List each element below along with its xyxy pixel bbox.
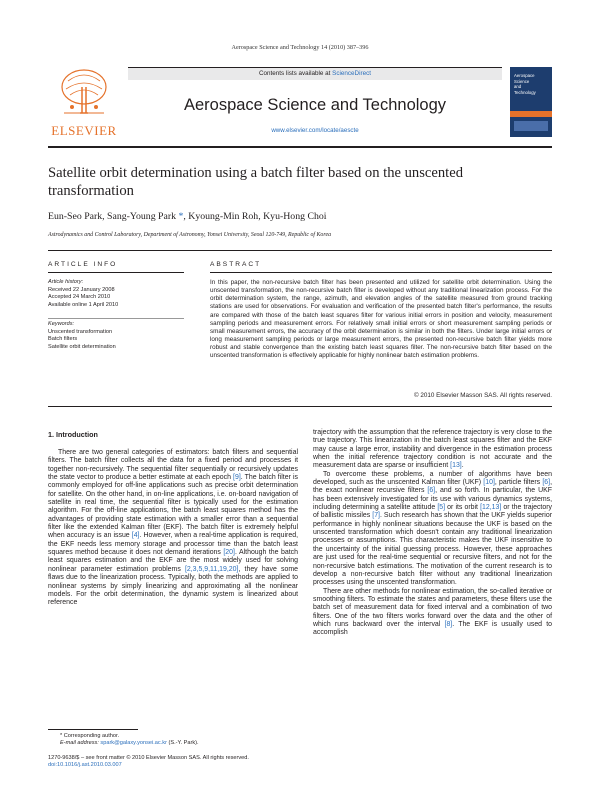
text-run: There are other methods for nonlinear estimation, the so-called iterative or smoothing filters. To estimate the states and parameters, these filters use the batch set of measurement data for fixed interval and a combination of two filters. One of the two filters works forward over the data and the other of which runs backward over the interval (313, 587, 552, 628)
corresponding-author-note: * Corresponding author. (60, 733, 120, 739)
footnote-rule (48, 729, 138, 730)
issn-line: 1270-9638/$ – see front matter © 2010 Elsevier Masson SAS. All rights reserved. (48, 755, 249, 761)
section-heading-introduction: 1. Introduction (48, 430, 98, 439)
text-run: or the trajectory of ballistic missiles (313, 504, 552, 520)
footnote (48, 733, 298, 748)
cover-title: Aerospace Science and Technology (514, 73, 536, 95)
email-note (48, 740, 298, 747)
authors-part-b: , Kyoung-Min Roh, Kyu-Hong Choi (183, 211, 327, 222)
text-run: . Such research has shown that the UKF yields superior performance in highly nonlinear situations because the UKF is based on the unscented transformation which doesn't contain any traditional linearization processes or assumptions. This characteristic makes the UKF insensitive to the uncertainty of the initial guessing process. However, these approaches are just used for the real-time sequential or recursive filters, and not for the non-recursive batch estimations. The motivation of the current research is to develop a non-recursive batch filter without any traditional linearization processes using the unscented transformation. (313, 512, 553, 587)
keyword-item: Unscented transformation (48, 328, 113, 335)
abstract-bottom-rule (48, 406, 552, 407)
journal-homepage (128, 127, 502, 134)
paragraph (313, 471, 552, 588)
text-run: trajectory with the assumption that the reference trajectory is very close to the true trajectory. This linearization in the batch least squares filter and the EKF may cause a large error, instability and divergence in the estimation process when the initial reference trajectory condition is not accurate and the measurement data are sparse or insufficient (313, 429, 552, 470)
text-run: or its orbit (445, 504, 481, 512)
text-run: . The EKF is usually used to accomplish (313, 620, 552, 637)
keywords (48, 321, 178, 351)
keywords-rule (48, 318, 184, 319)
keyword-item: Batch filters (48, 336, 78, 343)
history-accepted: Accepted 24 March 2010 (48, 294, 111, 301)
history-received: Received 22 January 2008 (48, 286, 115, 293)
text-run: , particle filters (494, 479, 543, 487)
email-label: E-mail address: (60, 740, 101, 747)
text-run: , and so forth. In particular, the UKF has been extensively investigated for its use with various dynamics systems, including determining a satellite attitude (313, 487, 552, 512)
cover-block (514, 121, 548, 131)
elsevier-logo (48, 67, 120, 141)
issn-block (48, 755, 348, 770)
text-run: To overcome these problems, a number of algorithms have been developed, such as the unscented Kalman filter (UKF) (313, 470, 552, 487)
citation-link[interactable]: [2,3,5,9,11,19,20] (184, 565, 239, 573)
paragraph (313, 429, 552, 471)
citation-link[interactable]: [6] (427, 487, 436, 495)
body-column-right (313, 429, 552, 638)
journal-header (128, 67, 502, 140)
header-rule (48, 146, 552, 148)
citation-link[interactable]: [9] (233, 474, 241, 482)
contents-banner (128, 68, 502, 80)
keyword-item: Satellite orbit determination (48, 343, 116, 350)
citation-link[interactable]: [4] (131, 532, 140, 540)
affiliation: Astrodynamics and Control Laboratory, Department of Astronomy, Yonsei University, Seoul 120-749, Republic of Korea (48, 232, 332, 238)
citation-link[interactable]: [12,13] (480, 504, 502, 512)
text-run: . However, when a real-time application is required, the EKF needs less memory storage and processor time than the batch least squares method because it does not demand iterations (48, 532, 299, 557)
abstract-rule (210, 272, 552, 273)
citation-link[interactable]: [6] (542, 479, 551, 487)
publisher-wordmark: ELSEVIER (51, 123, 117, 138)
doi-link[interactable]: doi:10.1016/j.ast.2010.03.007 (48, 762, 122, 769)
copyright-line: © 2010 Elsevier Masson SAS. All rights reserved. (414, 392, 552, 399)
article-title: Satellite orbit determination using a batch filter based on the unscented transformation (48, 165, 463, 199)
journal-cover-thumbnail (510, 67, 552, 137)
text-run: , the exact nonlinear recursive filters (313, 479, 552, 495)
text-run: . (461, 462, 464, 470)
paragraph (48, 449, 298, 608)
text-run: There are two general categories of estimators: batch filters and sequential filters. The batch filter collects all the data for a fixed period and processes it together non-recursively. The sequential filter sequentially or recursively updates the state vector to produce a better estimate at each epoch (48, 449, 298, 482)
article-info-rule (48, 272, 184, 273)
authors-part-a: Eun-Seo Park, Sang-Young Park (48, 211, 179, 222)
author-list (48, 211, 552, 222)
corresponding-author-mark[interactable]: * (178, 211, 184, 222)
paragraph (313, 588, 552, 638)
citation-link[interactable]: [10] (483, 479, 495, 487)
citation-link[interactable]: [8] (444, 620, 453, 628)
history-label: Article history: (48, 279, 84, 285)
keywords-label: Keywords: (48, 321, 75, 327)
email-link[interactable]: spark@galaxy.yonsei.ac.kr (100, 740, 167, 747)
abstract-text: In this paper, the non-recursive batch filter has been presented and utilized for satellite orbit determination. Using the unscented transformation, the non-recursive batch filter is developed without any traditional linearization process. For the orbit determination system, the range, azimuth, and elevation angles of the satellite measured from ground tracking stations are used for observations. For evaluation and verification of the presented batch filter's performance, the results are compared with those of the batch least squares filter for various initial errors in position and velocity, measurement sampling periods and measurement errors. For relatively small initial errors or short measurement sampling periods or small measurement errors, the accuracy of the orbit determination is similar in both the filters. Under large initial errors or long measurement sampling periods or large measurement errors, the presented non-recursive batch filter yields more robust and stable convergence than the existing batch least squares filter. The non-recursive batch filter based on the unscented transformation is effectively applicable for highly nonlinear batch estimation problems. (210, 279, 552, 360)
journal-homepage-link[interactable]: www.elsevier.com/locate/aescte (271, 127, 359, 134)
contents-prefix: Contents lists available at (258, 70, 333, 77)
sciencedirect-link[interactable]: ScienceDirect (332, 70, 371, 77)
cover-stripe (510, 111, 552, 117)
citation-link[interactable]: [7] (372, 512, 380, 520)
elsevier-tree-icon (58, 67, 110, 119)
text-run: , they have some flaws due to the linearization process. Typically, both the methods are applied to nonlinear systems by simply linearizing and approximating all the nonlinear models. For the orbit determination, the dynamic system is linearized about reference (48, 565, 298, 607)
abstract-heading: ABSTRACT (210, 261, 262, 268)
title-rule (48, 250, 552, 251)
text-run: . The batch filter is commonly employed for off-line applications such as precise orbit determination for satellite. On the other hand, in on-line applications, i.e. on-board navigation of satellite in real time, the sequential filter is typically used for the estimation algorithm. For the off-line applications, the batch least squares method has the advantages of providing state estimation with a smaller error than a sequential filter like the extended Kalman filter (EKF). The batch filter is extremely helpful when accuracy is an issue (48, 474, 298, 540)
history-online: Available online 1 April 2010 (48, 301, 119, 308)
email-suffix: (S.-Y. Park). (166, 740, 199, 747)
citation-link[interactable]: [20] (223, 549, 235, 557)
journal-title: Aerospace Science and Technology (183, 96, 447, 114)
citation-link[interactable]: [13] (450, 462, 462, 470)
citation-link[interactable]: [5] (437, 504, 446, 512)
journal-citation-line: Aerospace Science and Technology 14 (2010) 387–396 (231, 44, 369, 51)
article-info-heading: ARTICLE INFO (48, 261, 118, 268)
body-column-left (48, 449, 298, 608)
article-history (48, 279, 178, 309)
text-run: . Although the batch least squares estimation and the EKF are the most widely used for solving nonlinear parameter estimation problems (48, 549, 298, 573)
